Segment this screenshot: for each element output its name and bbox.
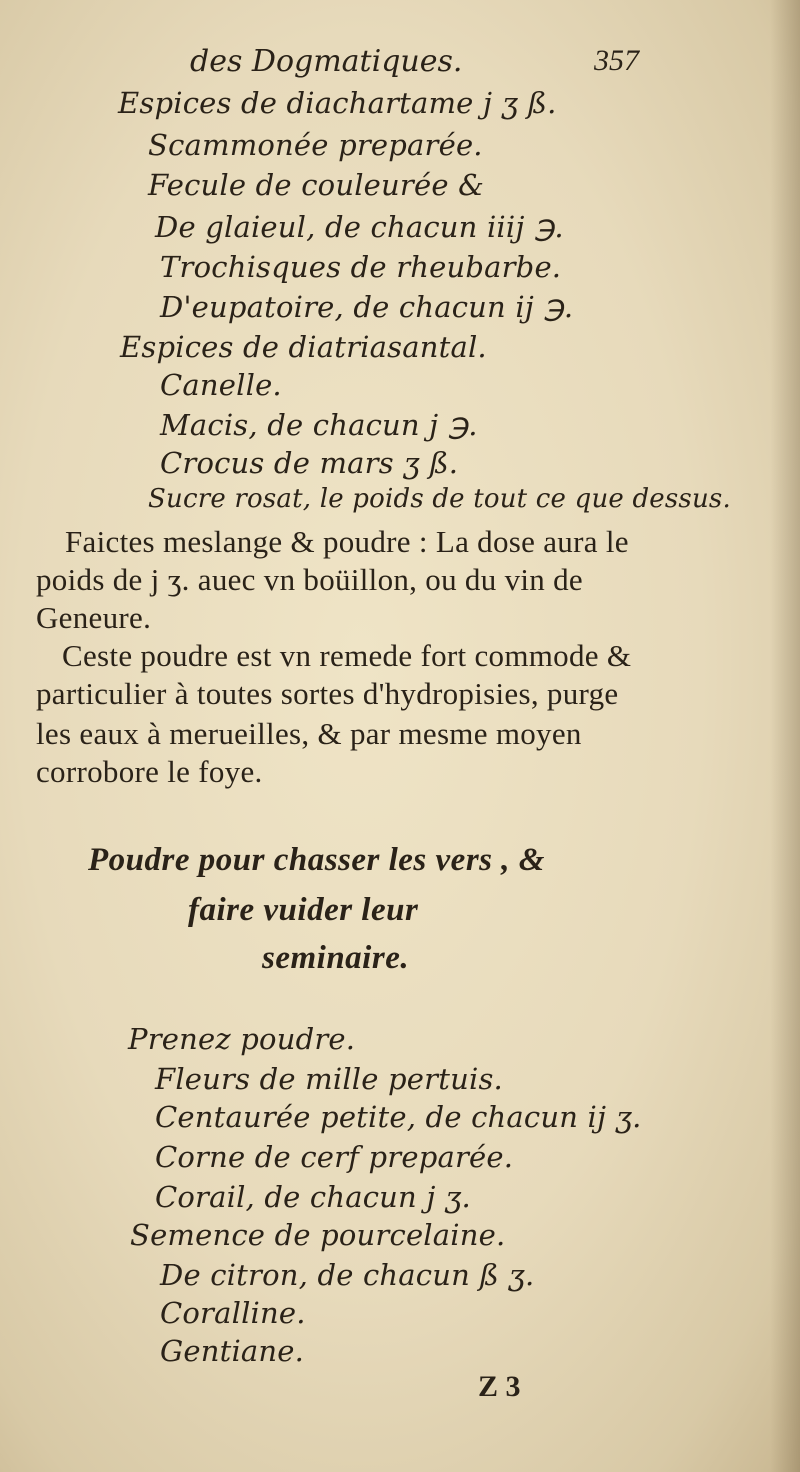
recipe-line: Trochisques de rheubarbe.: [160, 250, 562, 284]
page-number: 357: [594, 44, 639, 77]
paragraph-line: corrobore le foye.: [36, 754, 263, 789]
recipe-line: Crocus de mars ʒ ß.: [160, 446, 459, 480]
paragraph-line: Ceste poudre est vn remede fort commode &: [62, 638, 632, 673]
paragraph-line: particulier à toutes sortes d'hydropisies, purge: [36, 676, 619, 711]
signature-mark: Z 3: [478, 1370, 521, 1403]
recipe-line: Coralline.: [160, 1296, 306, 1330]
recipe-line: Centaurée petite, de chacun ij ʒ.: [155, 1100, 642, 1134]
paragraph-line: les eaux à merueilles, & par mesme moyen: [36, 716, 582, 751]
section-title-line: seminaire.: [262, 940, 410, 976]
recipe-line: D'eupatoire, de chacun ij ℈.: [160, 290, 574, 324]
paragraph-line: poids de j ʒ. auec vn boüillon, ou du vin de: [36, 562, 583, 597]
recipe-line: Gentiane.: [160, 1334, 305, 1368]
recipe-line: Fecule de couleurée &: [148, 168, 485, 202]
recipe-line: De glaieul, de chacun iiij ℈.: [155, 210, 564, 244]
recipe-line: De citron, de chacun ß ʒ.: [160, 1258, 535, 1292]
recipe-line: Corne de cerf preparée.: [155, 1140, 514, 1174]
paragraph-line: Faictes meslange & poudre : La dose aura le: [65, 524, 629, 559]
recipe-line: Espices de diachartame j ʒ ß.: [118, 86, 557, 120]
recipe-line: Macis, de chacun j ℈.: [160, 408, 478, 442]
recipe-line: Fleurs de mille pertuis.: [155, 1062, 503, 1096]
recipe-line: Corail, de chacun j ʒ.: [155, 1180, 471, 1214]
section-title-line: faire vuider leur: [188, 892, 419, 928]
recipe-line: Prenez poudre.: [128, 1022, 356, 1056]
section-title-line: Poudre pour chasser les vers , &: [88, 842, 545, 878]
recipe-line: Sucre rosat, le poids de tout ce que dessus.: [148, 484, 731, 514]
running-title: des Dogmatiques.: [190, 44, 463, 79]
recipe-line: Semence de pourcelaine.: [130, 1218, 506, 1252]
recipe-line: Scammonée preparée.: [148, 128, 483, 162]
recipe-line: Canelle.: [160, 368, 282, 402]
paragraph-line: Geneure.: [36, 600, 152, 635]
recipe-line: Espices de diatriasantal.: [120, 330, 487, 364]
